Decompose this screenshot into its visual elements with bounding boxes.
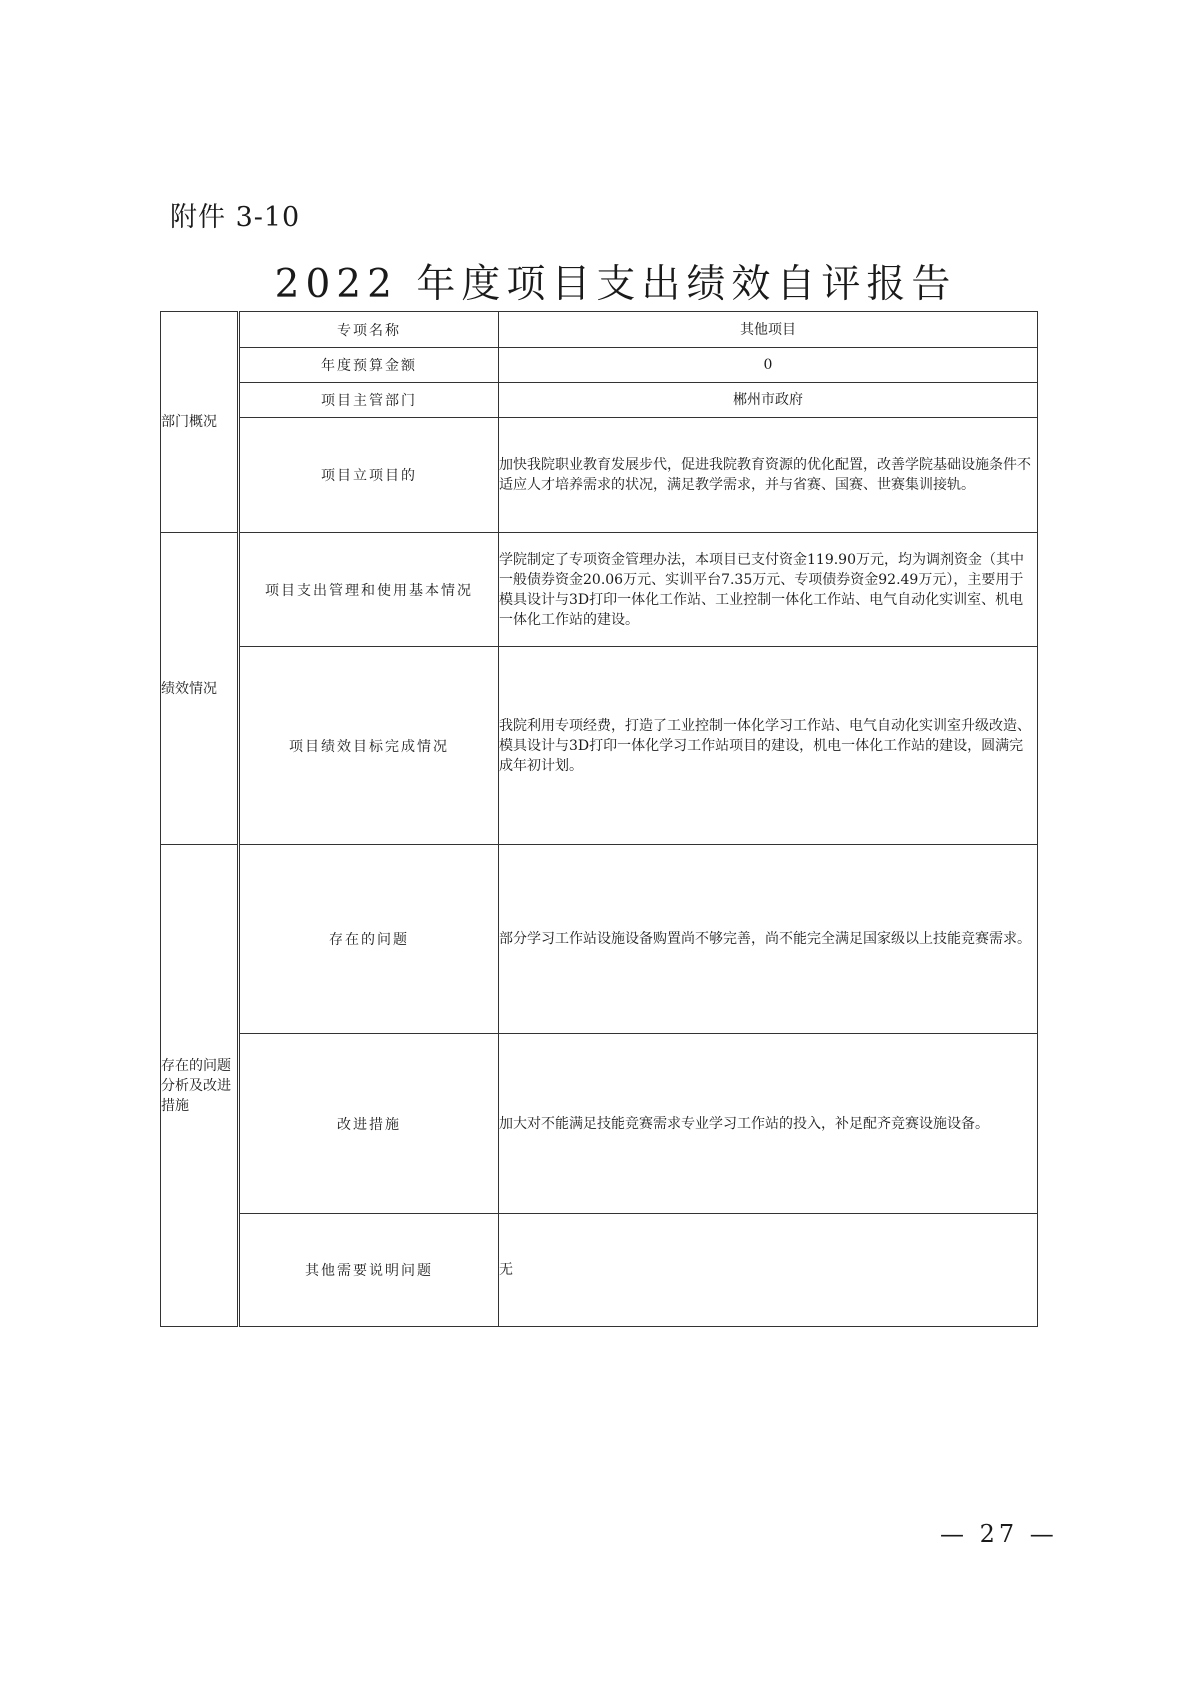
row-value-problems: 部分学习工作站设施设备购置尚不够完善，尚不能完全满足国家级以上技能竞赛需求。: [499, 845, 1038, 1034]
row-value-improvements: 加大对不能满足技能竞赛需求专业学习工作站的投入，补足配齐竞赛设施设备。: [499, 1034, 1038, 1214]
row-label-purpose: 项目立项目的: [239, 418, 499, 533]
row-value-project-name: 其他项目: [499, 312, 1038, 348]
annex-label: 附件 3-10: [170, 202, 301, 233]
row-label-improvements: 改进措施: [239, 1034, 499, 1214]
table-row: [161, 1214, 1038, 1327]
report-title: 2022 年度项目支出绩效自评报告: [274, 262, 957, 307]
table-row: [161, 312, 1038, 348]
row-label-problems: 存在的问题: [239, 845, 499, 1034]
table-row: [161, 1034, 1038, 1214]
table-row: [161, 418, 1038, 533]
row-value-department: 郴州市政府: [499, 383, 1038, 418]
row-value-purpose: 加快我院职业教育发展步代，促进我院教育资源的优化配置，改善学院基础设施条件不适应人才培养需求的状况，满足教学需求，并与省赛、国赛、世赛集训接轨。: [499, 418, 1038, 533]
row-label-spending: 项目支出管理和使用基本情况: [239, 533, 499, 647]
row-label-project-name: 专项名称: [239, 312, 499, 348]
table-row: [161, 533, 1038, 647]
page-number: — 27 —: [940, 1520, 1058, 1548]
row-value-goals: 我院利用专项经费，打造了工业控制一体化学习工作站、电气自动化实训室升级改造、模具设计与3D打印一体化学习工作站项目的建设，机电一体化工作站的建设，圆满完成年初计划。: [499, 647, 1038, 845]
row-value-other: 无: [499, 1214, 1038, 1327]
report-table: [160, 311, 1038, 1327]
table-row: [161, 845, 1038, 1034]
row-label-goals: 项目绩效目标完成情况: [239, 647, 499, 845]
row-value-spending: 学院制定了专项资金管理办法，本项目已支付资金119.90万元，均为调剂资金（其中一般债券资金20.06万元、实训平台7.35万元、专项债券资金92.49万元），主要用于模具设计与3D打印一体化工作站、工业控制一体化工作站、电气自动化实训室、机电一体化工作站的建设。: [499, 533, 1038, 647]
row-label-other: 其他需要说明问题: [239, 1214, 499, 1327]
section-issues: 存在的问题分析及改进措施: [161, 845, 239, 1327]
row-label-budget: 年度预算金额: [239, 348, 499, 383]
row-label-department: 项目主管部门: [239, 383, 499, 418]
table-row: [161, 647, 1038, 845]
section-dept: 部门概况: [161, 312, 239, 533]
table-row: [161, 348, 1038, 383]
section-perf: 绩效情况: [161, 533, 239, 845]
table-row: [161, 383, 1038, 418]
row-value-budget: 0: [499, 348, 1038, 383]
